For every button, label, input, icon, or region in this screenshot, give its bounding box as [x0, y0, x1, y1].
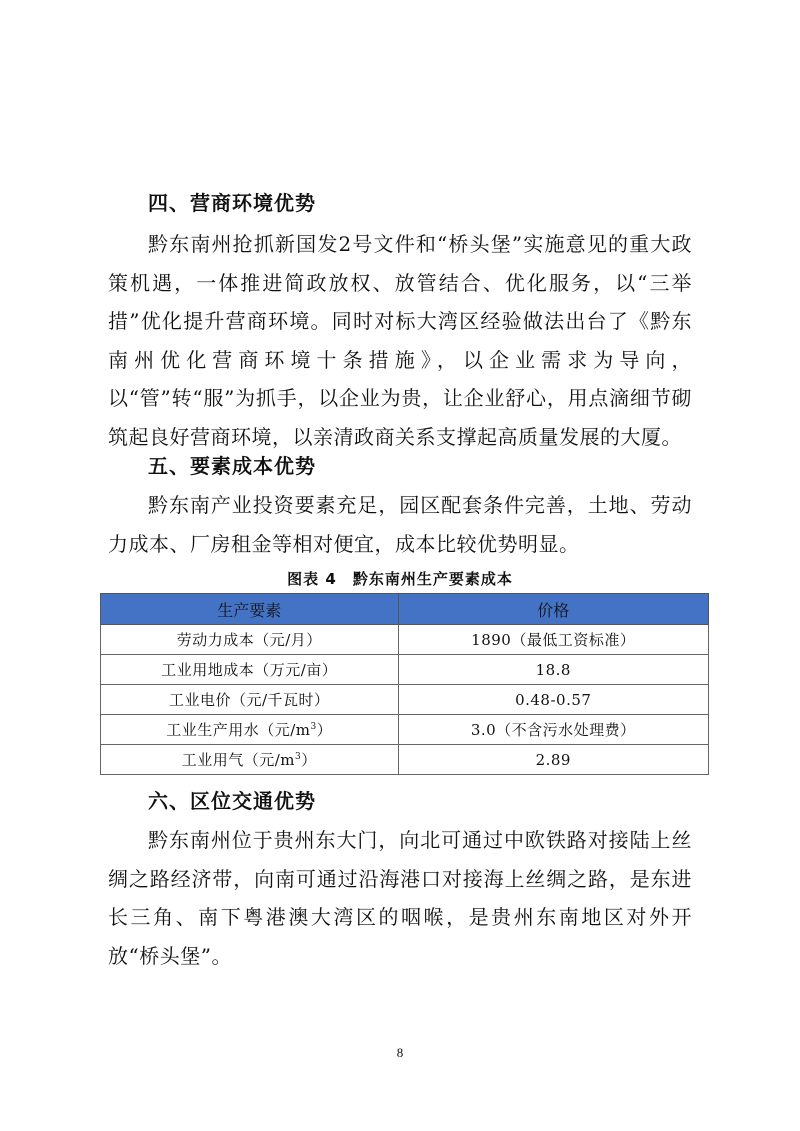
unit-superscript: 3 [310, 722, 317, 732]
factor-cell [101, 745, 399, 775]
paragraph-business: 黔东南州抢抓新国发2号文件和“桥头堡”实施意见的重大政策机遇，一体推进简政放权、放管结合、优化服务，以“三举措”优化提升营商环境。同时对标大湾区经验做法出台了《黔东南州优化营商环境十条措施》，以企业需求为导向，以“管”转“服”为抓手，以企业为贵，让企业舒心，用点滴细节砌筑起良好营商环境，以亲清政商关系支撑起高质量发展的大厦。 [108, 232, 692, 449]
price-cell: 0.48-0.57 [398, 685, 708, 715]
factor-text: 工业生产用水（元/m [166, 721, 311, 739]
column-header-price: 价格 [398, 594, 708, 625]
factor-cell: 工业电价（元/千瓦时） [101, 685, 399, 715]
section-heading-location: 六、区位交通优势 [148, 789, 316, 813]
table-caption: 图表 4 黔东南州生产要素成本 [287, 570, 513, 588]
factor-cell [101, 715, 399, 745]
factor-text: 工业用气（元/m [181, 751, 296, 769]
factor-cell: 劳动力成本（元/月） [101, 625, 399, 655]
price-cell: 1890（最低工资标准） [398, 625, 708, 655]
factor-text-end: ） [301, 751, 317, 769]
section-heading-cost: 五、要素成本优势 [148, 454, 316, 478]
factor-cell: 工业用地成本（万元/亩） [101, 655, 399, 685]
column-header-factor: 生产要素 [101, 594, 399, 625]
table-header-row [101, 594, 709, 625]
price-cell: 18.8 [398, 655, 708, 685]
price-cell: 2.89 [398, 745, 708, 775]
table-row [101, 625, 709, 655]
price-cell: 3.0（不含污水处理费） [398, 715, 708, 745]
unit-superscript: 3 [295, 752, 302, 762]
page-number: 8 [396, 1045, 404, 1060]
table-row [101, 685, 709, 715]
table-row [101, 715, 709, 745]
paragraph-cost: 黔东南产业投资要素充足，园区配套条件完善，土地、劳动力成本、厂房租金等相对便宜，成本比较优势明显。 [108, 493, 692, 556]
paragraph-location: 黔东南州位于贵州东大门，向北可通过中欧铁路对接陆上丝绸之路经济带，向南可通过沿海港口对接海上丝绸之路，是东进长三角、南下粤港澳大湾区的咽喉，是贵州东南地区对外开放“桥头堡”。 [108, 828, 692, 968]
table-row [101, 745, 709, 775]
factor-text-end: ） [316, 721, 333, 739]
table-row [101, 655, 709, 685]
production-cost-table [100, 593, 709, 775]
section-heading-business: 四、营商环境优势 [148, 191, 316, 215]
